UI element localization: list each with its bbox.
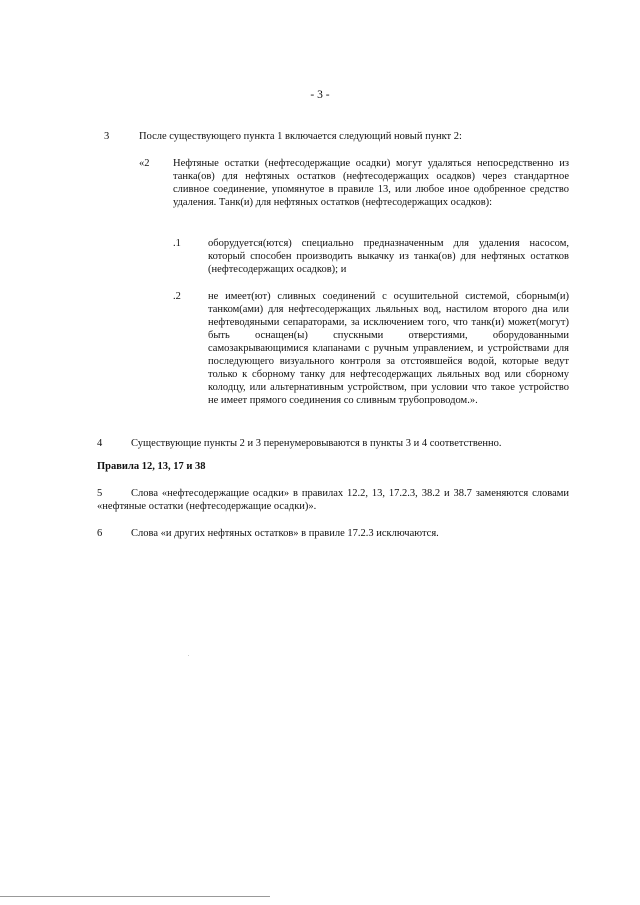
- item-text-4: Существующие пункты 2 и 3 перенумеровываются в пункты 3 и 4 соответственно.: [131, 438, 502, 449]
- subitem-text-1: оборудуется(ются) специально предназначенным для удаления насосом, который способен производить выкачку из танка(ов) для нефтяных остатков (нефтесодержащих осадков); и: [208, 238, 569, 275]
- page-number: - 3 -: [310, 89, 330, 101]
- item-number-6: 6: [97, 528, 103, 539]
- item-text-5: Слова «нефтесодержащие осадки» в правилах 12.2, 13, 17.2.3, 38.2 и 38.7 заменяются словами «нефтяные остатки (нефтесодержащие осадки)».: [97, 488, 569, 512]
- scan-speck: [188, 655, 189, 657]
- subitem-text-2: не имеет(ют) сливных соединений с осушительной системой, сборным(и) танком(ами) для нефтесодержащих льяльных вод, настилом второго дна или нефтеводяными сепараторами, за исключением того, что танк(и) может(могут) быть оснащен(ы) спускными отверстиями, оборудованными самозакрывающимися клапанами с ручным управлением, и устройствами для последующего визуального контроля за отстоявшейся водой, которые ведут только к сборному танку для нефтесодержащих льяльных вод или сборному колодцу, или альтернативным устройством, при условии что такое устройство не имеет прямого соединения со сливным трубопроводом.».: [208, 291, 569, 406]
- item-text-3: После существующего пункта 1 включается следующий новый пункт 2:: [139, 131, 462, 142]
- section-heading: Правила 12, 13, 17 и 38: [97, 461, 206, 472]
- item-number-quoted-2: «2: [139, 158, 150, 169]
- item-number-5: 5: [97, 488, 103, 499]
- item-number-3: 3: [104, 131, 110, 142]
- subitem-number-1: .1: [173, 238, 181, 249]
- item-number-4: 4: [97, 438, 103, 449]
- footer-rule: [0, 896, 270, 897]
- subitem-number-2: .2: [173, 291, 181, 302]
- item-text-quoted-2: Нефтяные остатки (нефтесодержащие осадки) могут удаляться непосредственно из танка(ов) для нефтяных остатков (нефтесодержащих осадков) через стандартное сливное соединение, упомянутое в правиле 13, или любое иное одобренное средство удаления. Танк(и) для нефтяных остатков (нефтесодержащих осадков):: [173, 158, 569, 208]
- item-text-6: Слова «и других нефтяных остатков» в правиле 17.2.3 исключаются.: [131, 528, 439, 539]
